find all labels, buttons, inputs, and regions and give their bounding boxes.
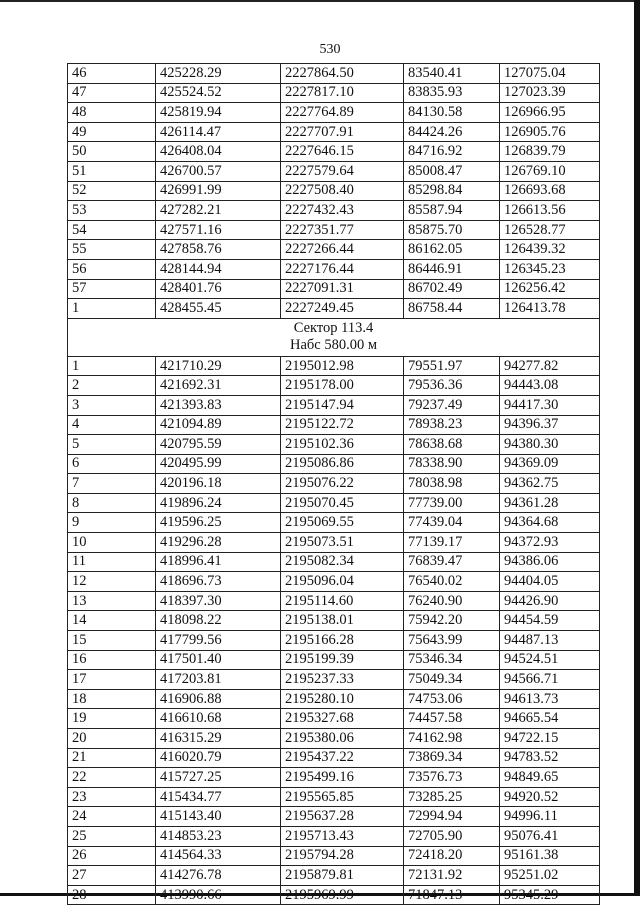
- local-y-cell: 126613.56: [500, 201, 600, 221]
- coord-x-cell: 427571.16: [156, 220, 281, 240]
- coord-y-cell: 2195327.68: [281, 709, 404, 729]
- point-number-cell: 54: [68, 220, 156, 240]
- local-x-cell: 75942.20: [404, 611, 500, 631]
- local-y-cell: 126528.77: [500, 220, 600, 240]
- point-number-cell: 24: [68, 807, 156, 827]
- local-x-cell: 74753.06: [404, 689, 500, 709]
- local-y-cell: 126413.78: [500, 299, 600, 319]
- coord-x-cell: 417501.40: [156, 650, 281, 670]
- coord-x-cell: 413990.66: [156, 885, 281, 905]
- local-y-cell: 94361.28: [500, 493, 600, 513]
- table-row: [68, 103, 600, 123]
- coord-x-cell: 416315.29: [156, 729, 281, 749]
- point-number-cell: 55: [68, 240, 156, 260]
- coord-y-cell: 2227646.15: [281, 142, 404, 162]
- table-row: [68, 807, 600, 827]
- coord-x-cell: 415727.25: [156, 768, 281, 788]
- scan-right-edge: [634, 0, 640, 896]
- coord-y-cell: 2195437.22: [281, 748, 404, 768]
- coord-y-cell: 2195096.04: [281, 572, 404, 592]
- table-row: [68, 181, 600, 201]
- section-header-row: [68, 318, 600, 356]
- point-number-cell: 13: [68, 591, 156, 611]
- coord-y-cell: 2227707.91: [281, 122, 404, 142]
- point-number-cell: 47: [68, 83, 156, 103]
- table-row: [68, 279, 600, 299]
- table-row: [68, 142, 600, 162]
- coord-y-cell: 2227249.45: [281, 299, 404, 319]
- coord-x-cell: 426700.57: [156, 161, 281, 181]
- point-number-cell: 1: [68, 299, 156, 319]
- local-x-cell: 75643.99: [404, 631, 500, 651]
- local-x-cell: 79536.36: [404, 376, 500, 396]
- point-number-cell: 4: [68, 415, 156, 435]
- coord-x-cell: 419896.24: [156, 493, 281, 513]
- point-number-cell: 19: [68, 709, 156, 729]
- local-x-cell: 74457.58: [404, 709, 500, 729]
- local-y-cell: 127023.39: [500, 83, 600, 103]
- coord-y-cell: 2195879.81: [281, 866, 404, 886]
- coord-y-cell: 2195499.16: [281, 768, 404, 788]
- coord-x-cell: 421710.29: [156, 356, 281, 376]
- table-row: [68, 83, 600, 103]
- point-number-cell: 56: [68, 259, 156, 279]
- coord-y-cell: 2227764.89: [281, 103, 404, 123]
- coord-x-cell: 428144.94: [156, 259, 281, 279]
- coord-y-cell: 2195794.28: [281, 846, 404, 866]
- coord-y-cell: 2227266.44: [281, 240, 404, 260]
- coord-y-cell: 2227176.44: [281, 259, 404, 279]
- coord-y-cell: 2227091.31: [281, 279, 404, 299]
- local-x-cell: 84716.92: [404, 142, 500, 162]
- table-row: [68, 787, 600, 807]
- local-y-cell: 94369.09: [500, 454, 600, 474]
- point-number-cell: 26: [68, 846, 156, 866]
- local-x-cell: 73576.73: [404, 768, 500, 788]
- local-x-cell: 78038.98: [404, 474, 500, 494]
- table-row: [68, 454, 600, 474]
- coord-x-cell: 420495.99: [156, 454, 281, 474]
- local-x-cell: 72994.94: [404, 807, 500, 827]
- section-elevation: Набс 580.00 м: [289, 337, 378, 354]
- table-row: [68, 885, 600, 905]
- local-x-cell: 76839.47: [404, 552, 500, 572]
- coord-x-cell: 425819.94: [156, 103, 281, 123]
- coord-y-cell: 2227432.43: [281, 201, 404, 221]
- coord-y-cell: 2227579.64: [281, 161, 404, 181]
- table-row: [68, 650, 600, 670]
- coord-y-cell: 2195073.51: [281, 533, 404, 553]
- coord-x-cell: 428455.45: [156, 299, 281, 319]
- point-number-cell: 17: [68, 670, 156, 690]
- point-number-cell: 50: [68, 142, 156, 162]
- coord-x-cell: 421692.31: [156, 376, 281, 396]
- table-row: [68, 729, 600, 749]
- local-y-cell: 126256.42: [500, 279, 600, 299]
- coord-x-cell: 421094.89: [156, 415, 281, 435]
- coord-x-cell: 418696.73: [156, 572, 281, 592]
- point-number-cell: 18: [68, 689, 156, 709]
- local-x-cell: 75049.34: [404, 670, 500, 690]
- coord-x-cell: 426408.04: [156, 142, 281, 162]
- coord-x-cell: 415434.77: [156, 787, 281, 807]
- table-row: [68, 493, 600, 513]
- local-y-cell: 94524.51: [500, 650, 600, 670]
- table-row: [68, 64, 600, 84]
- section-header-cell: [68, 318, 600, 356]
- coord-y-cell: 2227817.10: [281, 83, 404, 103]
- local-x-cell: 77439.04: [404, 513, 500, 533]
- local-x-cell: 78638.68: [404, 435, 500, 455]
- point-number-cell: 14: [68, 611, 156, 631]
- coord-y-cell: 2195138.01: [281, 611, 404, 631]
- local-x-cell: 79551.97: [404, 356, 500, 376]
- section-title: Сектор 113.4: [293, 320, 374, 337]
- point-number-cell: 2: [68, 376, 156, 396]
- table-row: [68, 356, 600, 376]
- local-y-cell: 126769.10: [500, 161, 600, 181]
- table-row: [68, 670, 600, 690]
- coord-y-cell: 2195637.28: [281, 807, 404, 827]
- local-y-cell: 95345.29: [500, 885, 600, 905]
- table-row: [68, 395, 600, 415]
- table-row: [68, 122, 600, 142]
- coord-y-cell: 2195178.00: [281, 376, 404, 396]
- local-x-cell: 77739.00: [404, 493, 500, 513]
- point-number-cell: 25: [68, 826, 156, 846]
- table-row: [68, 220, 600, 240]
- table-row: [68, 513, 600, 533]
- local-x-cell: 86702.49: [404, 279, 500, 299]
- table-row: [68, 846, 600, 866]
- point-number-cell: 5: [68, 435, 156, 455]
- table-row: [68, 866, 600, 886]
- coord-y-cell: 2195713.43: [281, 826, 404, 846]
- table-row: [68, 533, 600, 553]
- point-number-cell: 23: [68, 787, 156, 807]
- local-y-cell: 94783.52: [500, 748, 600, 768]
- point-number-cell: 28: [68, 885, 156, 905]
- coord-y-cell: 2195280.10: [281, 689, 404, 709]
- local-x-cell: 86446.91: [404, 259, 500, 279]
- point-number-cell: 1: [68, 356, 156, 376]
- local-y-cell: 94454.59: [500, 611, 600, 631]
- local-x-cell: 85298.84: [404, 181, 500, 201]
- point-number-cell: 52: [68, 181, 156, 201]
- coord-x-cell: 427858.76: [156, 240, 281, 260]
- table-row: [68, 689, 600, 709]
- local-x-cell: 86162.05: [404, 240, 500, 260]
- point-number-cell: 3: [68, 395, 156, 415]
- table-row: [68, 611, 600, 631]
- local-y-cell: 94996.11: [500, 807, 600, 827]
- table-row: [68, 259, 600, 279]
- local-y-cell: 94443.08: [500, 376, 600, 396]
- local-y-cell: 94362.75: [500, 474, 600, 494]
- coord-x-cell: 419296.28: [156, 533, 281, 553]
- point-number-cell: 9: [68, 513, 156, 533]
- local-x-cell: 73285.25: [404, 787, 500, 807]
- local-x-cell: 75346.34: [404, 650, 500, 670]
- coord-y-cell: 2195969.99: [281, 885, 404, 905]
- coord-y-cell: 2195122.72: [281, 415, 404, 435]
- point-number-cell: 12: [68, 572, 156, 592]
- local-x-cell: 72418.20: [404, 846, 500, 866]
- coord-y-cell: 2195012.98: [281, 356, 404, 376]
- local-x-cell: 84130.58: [404, 103, 500, 123]
- table-row: [68, 201, 600, 221]
- local-x-cell: 77139.17: [404, 533, 500, 553]
- point-number-cell: 10: [68, 533, 156, 553]
- coord-x-cell: 417203.81: [156, 670, 281, 690]
- local-y-cell: 94364.68: [500, 513, 600, 533]
- local-x-cell: 78338.90: [404, 454, 500, 474]
- point-number-cell: 46: [68, 64, 156, 84]
- local-y-cell: 126839.79: [500, 142, 600, 162]
- local-y-cell: 94613.73: [500, 689, 600, 709]
- point-number-cell: 51: [68, 161, 156, 181]
- local-x-cell: 85875.70: [404, 220, 500, 240]
- coord-x-cell: 414853.23: [156, 826, 281, 846]
- local-x-cell: 78938.23: [404, 415, 500, 435]
- table-row: [68, 826, 600, 846]
- point-number-cell: 16: [68, 650, 156, 670]
- page-number: 530: [319, 42, 341, 57]
- coord-x-cell: 428401.76: [156, 279, 281, 299]
- point-number-cell: 20: [68, 729, 156, 749]
- local-y-cell: 94380.30: [500, 435, 600, 455]
- coord-x-cell: 425524.52: [156, 83, 281, 103]
- point-number-cell: 15: [68, 631, 156, 651]
- table-body-before: [68, 64, 600, 319]
- table-row: [68, 435, 600, 455]
- local-x-cell: 76540.02: [404, 572, 500, 592]
- local-y-cell: 126966.95: [500, 103, 600, 123]
- coord-x-cell: 415143.40: [156, 807, 281, 827]
- local-x-cell: 85587.94: [404, 201, 500, 221]
- table-row: [68, 240, 600, 260]
- coord-y-cell: 2195199.39: [281, 650, 404, 670]
- coord-x-cell: 420196.18: [156, 474, 281, 494]
- point-number-cell: 57: [68, 279, 156, 299]
- local-y-cell: 94722.15: [500, 729, 600, 749]
- coord-x-cell: 417799.56: [156, 631, 281, 651]
- table-row: [68, 768, 600, 788]
- local-y-cell: 126439.32: [500, 240, 600, 260]
- coord-x-cell: 416020.79: [156, 748, 281, 768]
- local-y-cell: 94487.13: [500, 631, 600, 651]
- table-row: [68, 552, 600, 572]
- coord-x-cell: 418397.30: [156, 591, 281, 611]
- table-row: [68, 572, 600, 592]
- point-number-cell: 7: [68, 474, 156, 494]
- local-y-cell: 94277.82: [500, 356, 600, 376]
- local-y-cell: 94404.05: [500, 572, 600, 592]
- point-number-cell: 6: [68, 454, 156, 474]
- coord-y-cell: 2195166.28: [281, 631, 404, 651]
- point-number-cell: 27: [68, 866, 156, 886]
- coord-y-cell: 2195082.34: [281, 552, 404, 572]
- coord-x-cell: 416610.68: [156, 709, 281, 729]
- coord-y-cell: 2195380.06: [281, 729, 404, 749]
- coord-y-cell: 2195565.85: [281, 787, 404, 807]
- table-body-after: [68, 356, 600, 905]
- coord-y-cell: 2195237.33: [281, 670, 404, 690]
- point-number-cell: 48: [68, 103, 156, 123]
- local-x-cell: 84424.26: [404, 122, 500, 142]
- local-y-cell: 94665.54: [500, 709, 600, 729]
- local-x-cell: 72131.92: [404, 866, 500, 886]
- table-row: [68, 591, 600, 611]
- coord-y-cell: 2195076.22: [281, 474, 404, 494]
- local-y-cell: 94396.37: [500, 415, 600, 435]
- coord-x-cell: 416906.88: [156, 689, 281, 709]
- coord-y-cell: 2195102.36: [281, 435, 404, 455]
- coord-y-cell: 2195147.94: [281, 395, 404, 415]
- table-row: [68, 709, 600, 729]
- local-y-cell: 94849.65: [500, 768, 600, 788]
- coord-y-cell: 2227864.50: [281, 64, 404, 84]
- local-y-cell: 126345.23: [500, 259, 600, 279]
- coord-x-cell: 426114.47: [156, 122, 281, 142]
- local-y-cell: 94566.71: [500, 670, 600, 690]
- table-row: [68, 631, 600, 651]
- table-row: [68, 474, 600, 494]
- coord-x-cell: 418996.41: [156, 552, 281, 572]
- coordinates-table: [67, 63, 600, 905]
- local-x-cell: 79237.49: [404, 395, 500, 415]
- point-number-cell: 21: [68, 748, 156, 768]
- scan-top-edge: [0, 0, 640, 2]
- table-row: [68, 415, 600, 435]
- coord-x-cell: 414564.33: [156, 846, 281, 866]
- local-x-cell: 76240.90: [404, 591, 500, 611]
- coord-x-cell: 421393.83: [156, 395, 281, 415]
- table-row: [68, 748, 600, 768]
- local-y-cell: 94386.06: [500, 552, 600, 572]
- coord-x-cell: 427282.21: [156, 201, 281, 221]
- local-x-cell: 72705.90: [404, 826, 500, 846]
- local-y-cell: 95161.38: [500, 846, 600, 866]
- local-y-cell: 94426.90: [500, 591, 600, 611]
- point-number-cell: 22: [68, 768, 156, 788]
- section-header-body: [68, 318, 600, 356]
- local-x-cell: 74162.98: [404, 729, 500, 749]
- coord-y-cell: 2195069.55: [281, 513, 404, 533]
- coord-x-cell: 425228.29: [156, 64, 281, 84]
- local-y-cell: 94417.30: [500, 395, 600, 415]
- local-x-cell: 83540.41: [404, 64, 500, 84]
- local-x-cell: 85008.47: [404, 161, 500, 181]
- point-number-cell: 49: [68, 122, 156, 142]
- coord-x-cell: 418098.22: [156, 611, 281, 631]
- coord-y-cell: 2227351.77: [281, 220, 404, 240]
- coord-x-cell: 419596.25: [156, 513, 281, 533]
- coord-y-cell: 2195114.60: [281, 591, 404, 611]
- point-number-cell: 11: [68, 552, 156, 572]
- local-y-cell: 126905.76: [500, 122, 600, 142]
- local-x-cell: 71847.13: [404, 885, 500, 905]
- local-x-cell: 83835.93: [404, 83, 500, 103]
- local-y-cell: 94372.93: [500, 533, 600, 553]
- coord-y-cell: 2195086.86: [281, 454, 404, 474]
- coord-x-cell: 426991.99: [156, 181, 281, 201]
- coord-x-cell: 420795.59: [156, 435, 281, 455]
- local-y-cell: 95251.02: [500, 866, 600, 886]
- local-y-cell: 94920.52: [500, 787, 600, 807]
- local-y-cell: 127075.04: [500, 64, 600, 84]
- local-x-cell: 86758.44: [404, 299, 500, 319]
- coord-y-cell: 2195070.45: [281, 493, 404, 513]
- point-number-cell: 53: [68, 201, 156, 221]
- local-y-cell: 126693.68: [500, 181, 600, 201]
- table-row: [68, 161, 600, 181]
- table-row: [68, 299, 600, 319]
- coord-y-cell: 2227508.40: [281, 181, 404, 201]
- local-y-cell: 95076.41: [500, 826, 600, 846]
- table-row: [68, 376, 600, 396]
- point-number-cell: 8: [68, 493, 156, 513]
- coord-x-cell: 414276.78: [156, 866, 281, 886]
- local-x-cell: 73869.34: [404, 748, 500, 768]
